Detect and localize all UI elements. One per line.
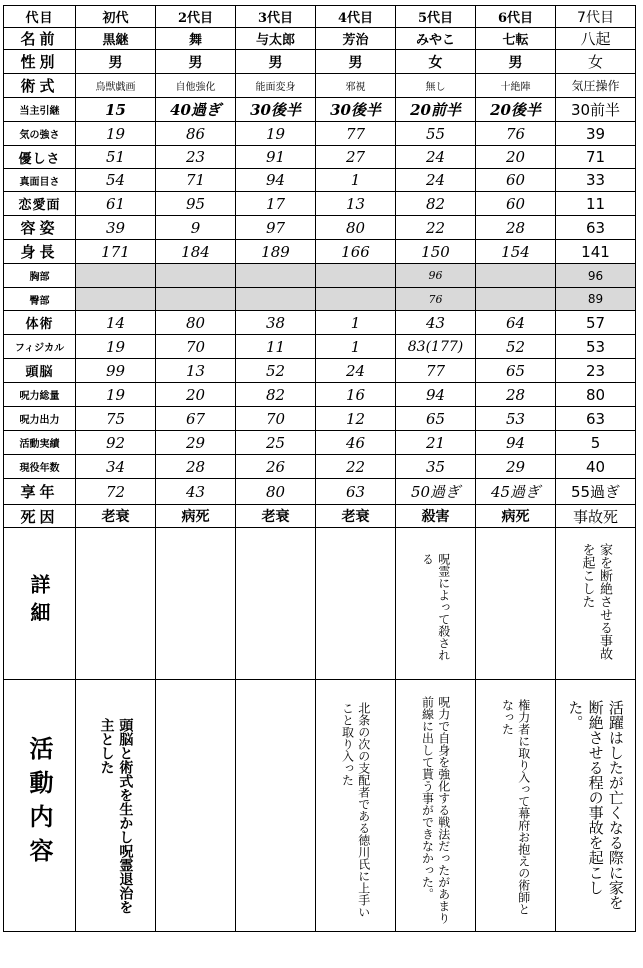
value-cell: 黒継 [76, 28, 156, 50]
value-cell: 気圧操作 [556, 74, 636, 98]
value-cell: 24 [396, 169, 476, 192]
value-cell: 20 [156, 383, 236, 407]
generation-header: 4代目 [316, 6, 396, 28]
value-cell [316, 264, 396, 288]
value-cell: 29 [156, 431, 236, 455]
generation-header: 3代目 [236, 6, 316, 28]
value-cell [476, 264, 556, 288]
value-cell: 63 [556, 216, 636, 240]
value-cell [236, 288, 316, 311]
value-cell: 邪視 [316, 74, 396, 98]
value-cell [476, 288, 556, 311]
value-cell: 15 [76, 98, 156, 122]
value-cell: 30後半 [316, 98, 396, 122]
value-cell: 70 [156, 335, 236, 359]
value-cell: 25 [236, 431, 316, 455]
value-cell: 病死 [156, 505, 236, 528]
value-cell: 92 [76, 431, 156, 455]
value-cell: 96 [556, 264, 636, 288]
row-label: 性別 [4, 50, 76, 74]
detail-label-cell [4, 528, 76, 680]
row-label: 頭脳 [4, 359, 76, 383]
row-label: 現役年数 [4, 455, 76, 479]
row-label: 優しさ [4, 146, 76, 169]
value-cell: 男 [476, 50, 556, 74]
value-cell: 80 [156, 311, 236, 335]
value-cell: 171 [76, 240, 156, 264]
value-cell: 83(177) [396, 335, 476, 359]
value-cell: 16 [316, 383, 396, 407]
detail-cell [316, 528, 396, 680]
value-cell: 97 [236, 216, 316, 240]
value-cell: 11 [556, 192, 636, 216]
value-cell: 53 [556, 335, 636, 359]
activity-text: 呪力で自身を強化する戦法だったがあまり前線に出して貰う事ができなかった。 [420, 695, 451, 924]
value-cell: 95 [156, 192, 236, 216]
value-cell: 舞 [156, 28, 236, 50]
value-cell: みやこ [396, 28, 476, 50]
activity-label: 活動内容 [25, 735, 54, 872]
value-cell: 77 [316, 122, 396, 146]
value-cell: 99 [76, 359, 156, 383]
value-cell: 七転 [476, 28, 556, 50]
value-cell: 38 [236, 311, 316, 335]
detail-cell [236, 528, 316, 680]
value-cell: 60 [476, 169, 556, 192]
value-cell: 24 [396, 146, 476, 169]
attribute-row [4, 74, 636, 98]
activity-text: 権力者に取り入って幕府お抱えの術師となった [500, 698, 531, 915]
generation-comparison-table [3, 5, 636, 932]
value-cell: 与太郎 [236, 28, 316, 50]
row-label: 容姿 [4, 216, 76, 240]
activity-cell [156, 680, 236, 932]
value-cell: 十絶陣 [476, 74, 556, 98]
detail-cell [76, 528, 156, 680]
attribute-row [4, 455, 636, 479]
value-cell: 94 [236, 169, 316, 192]
generation-header: 7代目 [556, 6, 636, 28]
value-cell: 20前半 [396, 98, 476, 122]
value-cell: 43 [396, 311, 476, 335]
row-label: 体術 [4, 311, 76, 335]
value-cell [316, 288, 396, 311]
value-cell: 35 [396, 455, 476, 479]
row-label: 呪力出力 [4, 407, 76, 431]
value-cell: 54 [76, 169, 156, 192]
value-cell: 75 [76, 407, 156, 431]
value-cell: 19 [76, 383, 156, 407]
value-cell: 65 [396, 407, 476, 431]
value-cell: 64 [476, 311, 556, 335]
row-label: 気の強さ [4, 122, 76, 146]
value-cell: 80 [236, 479, 316, 505]
value-cell: 自他強化 [156, 74, 236, 98]
value-cell: 老衰 [236, 505, 316, 528]
value-cell: 28 [476, 216, 556, 240]
value-cell: 男 [236, 50, 316, 74]
value-cell: 34 [76, 455, 156, 479]
attribute-row [4, 98, 636, 122]
value-cell: 23 [156, 146, 236, 169]
row-label: 活動実績 [4, 431, 76, 455]
row-label: 身長 [4, 240, 76, 264]
activity-cell [396, 680, 476, 932]
value-cell: 22 [316, 455, 396, 479]
attribute-row [4, 311, 636, 335]
value-cell: 52 [476, 335, 556, 359]
detail-cell [156, 528, 236, 680]
activity-label-cell [4, 680, 76, 932]
value-cell: 53 [476, 407, 556, 431]
value-cell: 19 [76, 335, 156, 359]
generation-table-sheet [3, 5, 636, 932]
value-cell: 9 [156, 216, 236, 240]
generation-header: 5代目 [396, 6, 476, 28]
row-label: 呪力総量 [4, 383, 76, 407]
attribute-row [4, 169, 636, 192]
value-cell: 65 [476, 359, 556, 383]
attribute-row [4, 146, 636, 169]
activity-text: 活躍はしたが亡くなる際に家を断絶させる程の事故を起こした。 [566, 699, 625, 910]
attribute-row [4, 479, 636, 505]
value-cell: 71 [156, 169, 236, 192]
value-cell: 39 [556, 122, 636, 146]
value-cell: 28 [476, 383, 556, 407]
value-cell: 80 [556, 383, 636, 407]
attribute-row [4, 122, 636, 146]
attribute-row [4, 288, 636, 311]
value-cell: 55 [396, 122, 476, 146]
attribute-row [4, 407, 636, 431]
value-cell: 事故死 [556, 505, 636, 528]
value-cell: 50過ぎ [396, 479, 476, 505]
value-cell: 39 [76, 216, 156, 240]
value-cell: 52 [236, 359, 316, 383]
value-cell: 1 [316, 311, 396, 335]
value-cell: 17 [236, 192, 316, 216]
detail-text: 家を断絶させる事故を起こした [579, 542, 613, 660]
value-cell: 184 [156, 240, 236, 264]
row-label: 術式 [4, 74, 76, 98]
detail-row [4, 528, 636, 680]
value-cell: 老衰 [76, 505, 156, 528]
activity-text: 頭脳と術式を生かし呪霊退治を主とした [98, 717, 134, 914]
value-cell: 八起 [556, 28, 636, 50]
detail-label: 詳細 [27, 573, 51, 630]
attribute-row [4, 359, 636, 383]
value-cell: 12 [316, 407, 396, 431]
header-row [4, 6, 636, 28]
value-cell: 57 [556, 311, 636, 335]
row-label: 死因 [4, 505, 76, 528]
value-cell: 21 [396, 431, 476, 455]
attribute-row [4, 240, 636, 264]
attribute-row [4, 28, 636, 50]
value-cell: 154 [476, 240, 556, 264]
value-cell: 老衰 [316, 505, 396, 528]
attribute-row [4, 431, 636, 455]
value-cell: 76 [476, 122, 556, 146]
value-cell: 19 [76, 122, 156, 146]
value-cell: 能面変身 [236, 74, 316, 98]
row-label: 胸部 [4, 264, 76, 288]
value-cell: 51 [76, 146, 156, 169]
value-cell: 166 [316, 240, 396, 264]
value-cell: 30前半 [556, 98, 636, 122]
generation-header: 初代 [76, 6, 156, 28]
value-cell: 30後半 [236, 98, 316, 122]
value-cell: 5 [556, 431, 636, 455]
value-cell: 86 [156, 122, 236, 146]
value-cell: 70 [236, 407, 316, 431]
value-cell: 19 [236, 122, 316, 146]
row-label: 当主引継 [4, 98, 76, 122]
value-cell: 男 [316, 50, 396, 74]
value-cell: 23 [556, 359, 636, 383]
value-cell: 29 [476, 455, 556, 479]
value-cell: 病死 [476, 505, 556, 528]
activity-cell [476, 680, 556, 932]
row-label: フィジカル [4, 335, 76, 359]
value-cell: 60 [476, 192, 556, 216]
attribute-row [4, 264, 636, 288]
value-cell: 14 [76, 311, 156, 335]
value-cell: 1 [316, 335, 396, 359]
value-cell [76, 264, 156, 288]
row-label: 臀部 [4, 288, 76, 311]
row-label: 真面目さ [4, 169, 76, 192]
value-cell: 63 [316, 479, 396, 505]
value-cell: 72 [76, 479, 156, 505]
value-cell: 63 [556, 407, 636, 431]
value-cell: 94 [396, 383, 476, 407]
value-cell [236, 264, 316, 288]
detail-cell [476, 528, 556, 680]
value-cell: 28 [156, 455, 236, 479]
attribute-row [4, 335, 636, 359]
value-cell: 82 [396, 192, 476, 216]
value-cell [156, 288, 236, 311]
value-cell: 55過ぎ [556, 479, 636, 505]
value-cell: 46 [316, 431, 396, 455]
value-cell: 殺害 [396, 505, 476, 528]
value-cell: 76 [396, 288, 476, 311]
header-label: 代目 [4, 6, 76, 28]
value-cell: 27 [316, 146, 396, 169]
attribute-row [4, 505, 636, 528]
value-cell: 91 [236, 146, 316, 169]
value-cell: 94 [476, 431, 556, 455]
value-cell: 150 [396, 240, 476, 264]
value-cell: 82 [236, 383, 316, 407]
value-cell: 141 [556, 240, 636, 264]
value-cell: 40過ぎ [156, 98, 236, 122]
value-cell: 無し [396, 74, 476, 98]
attribute-row [4, 50, 636, 74]
attribute-row [4, 383, 636, 407]
value-cell: 189 [236, 240, 316, 264]
generation-header: 2代目 [156, 6, 236, 28]
value-cell: 20 [476, 146, 556, 169]
detail-cell [396, 528, 476, 680]
value-cell: 11 [236, 335, 316, 359]
activity-text: 北条の次の支配者である徳川氏に上手いこと取り入った [340, 701, 371, 918]
value-cell: 71 [556, 146, 636, 169]
value-cell: 89 [556, 288, 636, 311]
value-cell: 女 [556, 50, 636, 74]
value-cell: 61 [76, 192, 156, 216]
attribute-row [4, 216, 636, 240]
value-cell: 43 [156, 479, 236, 505]
value-cell: 芳治 [316, 28, 396, 50]
detail-cell [556, 528, 636, 680]
value-cell: 13 [316, 192, 396, 216]
attribute-row [4, 192, 636, 216]
value-cell: 24 [316, 359, 396, 383]
activity-row [4, 680, 636, 932]
generation-header: 6代目 [476, 6, 556, 28]
row-label: 恋愛面 [4, 192, 76, 216]
activity-cell [316, 680, 396, 932]
value-cell: 男 [156, 50, 236, 74]
value-cell: 22 [396, 216, 476, 240]
value-cell: 鳥獣戯画 [76, 74, 156, 98]
value-cell: 80 [316, 216, 396, 240]
row-label: 名前 [4, 28, 76, 50]
activity-cell [76, 680, 156, 932]
activity-cell [236, 680, 316, 932]
activity-cell [556, 680, 636, 932]
row-label: 享年 [4, 479, 76, 505]
value-cell [156, 264, 236, 288]
value-cell: 1 [316, 169, 396, 192]
value-cell: 男 [76, 50, 156, 74]
value-cell [76, 288, 156, 311]
value-cell: 女 [396, 50, 476, 74]
detail-text: 呪霊によって殺される [420, 552, 451, 661]
value-cell: 13 [156, 359, 236, 383]
value-cell: 33 [556, 169, 636, 192]
value-cell: 45過ぎ [476, 479, 556, 505]
value-cell: 40 [556, 455, 636, 479]
value-cell: 67 [156, 407, 236, 431]
value-cell: 77 [396, 359, 476, 383]
value-cell: 20後半 [476, 98, 556, 122]
value-cell: 96 [396, 264, 476, 288]
value-cell: 26 [236, 455, 316, 479]
